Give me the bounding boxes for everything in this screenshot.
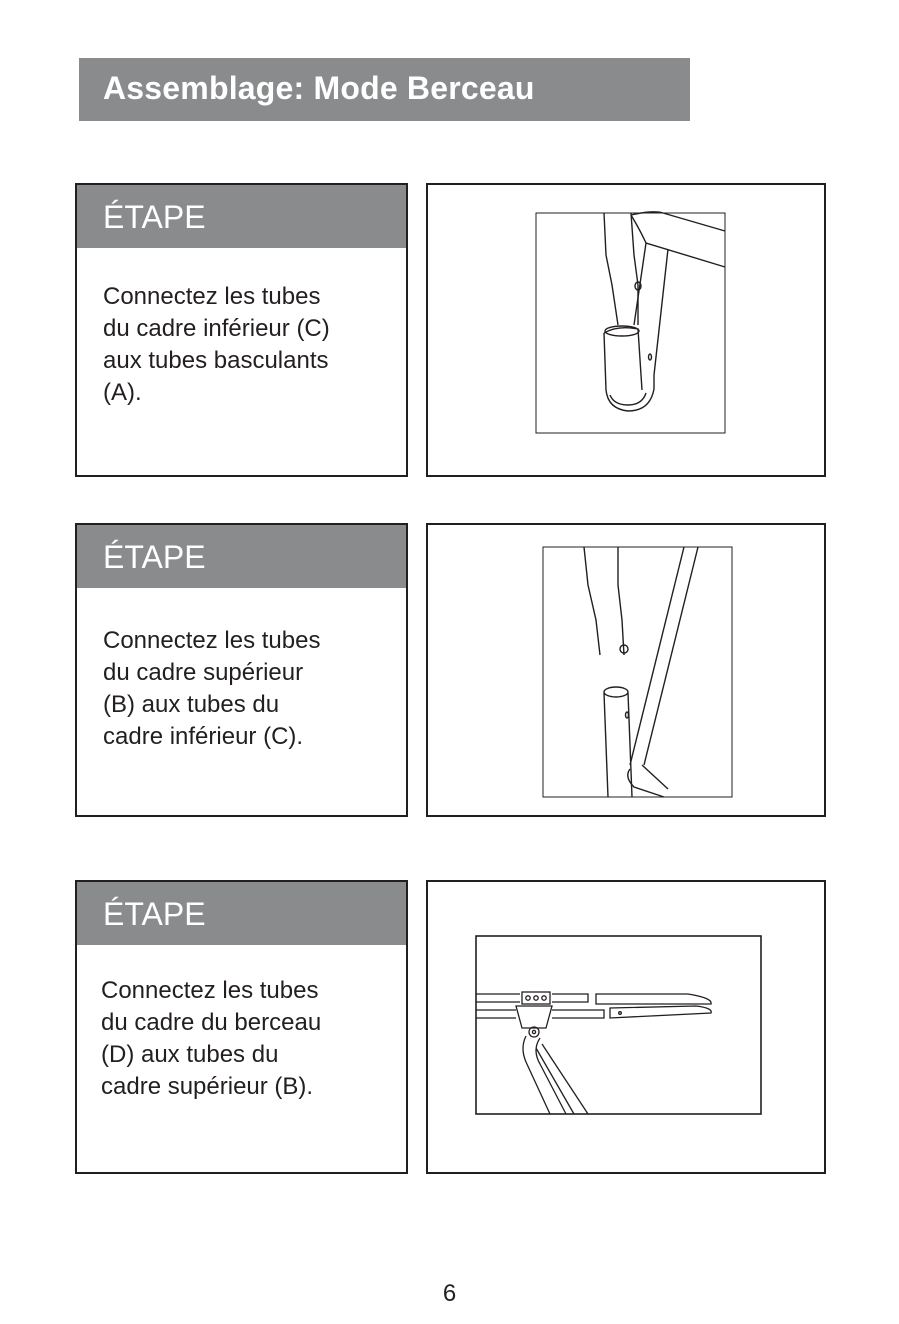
step-1-label: ÉTAPE — [103, 199, 206, 235]
instruction-line: du cadre du berceau — [101, 1009, 322, 1036]
instruction-line: Connectez les tubes — [103, 283, 321, 310]
instruction-line: Connectez les tubes — [103, 627, 321, 654]
instruction-line: du cadre inférieur (C) — [103, 315, 330, 342]
step-2-label: ÉTAPE — [103, 539, 206, 575]
page-title-banner — [79, 58, 690, 121]
instruction-line: du cadre supérieur — [103, 659, 304, 686]
step-1-instructions — [103, 281, 393, 409]
instruction-line: cadre inférieur (C). — [103, 723, 304, 750]
step-2-figure-panel — [426, 523, 826, 817]
step-3-panel — [75, 880, 408, 1174]
upper-lower-tube-joint-icon — [428, 525, 824, 815]
step-1-header — [77, 185, 406, 248]
instruction-line: cadre supérieur (B). — [101, 1073, 314, 1100]
step-2-panel — [75, 523, 408, 817]
step-3-header — [77, 882, 406, 945]
rocker-tube-joint-icon — [428, 185, 824, 475]
step-2-header — [77, 525, 406, 588]
instruction-line: (D) aux tubes du — [101, 1041, 279, 1068]
instruction-line: (A). — [103, 379, 142, 406]
instruction-line: aux tubes basculants — [103, 347, 329, 374]
step-1-figure-panel — [426, 183, 826, 477]
step-3-instructions — [101, 975, 391, 1103]
instruction-line: Connectez les tubes — [101, 977, 319, 1004]
step-2-instructions — [103, 625, 393, 753]
page-title: Assemblage: Mode Berceau — [103, 70, 535, 106]
step-1-panel — [75, 183, 408, 477]
bassinet-frame-joint-icon — [428, 882, 824, 1172]
page-number: 6 — [442, 1280, 457, 1307]
step-3-label: ÉTAPE — [103, 896, 206, 932]
step-3-figure-panel — [426, 880, 826, 1174]
instruction-line: (B) aux tubes du — [103, 691, 280, 718]
